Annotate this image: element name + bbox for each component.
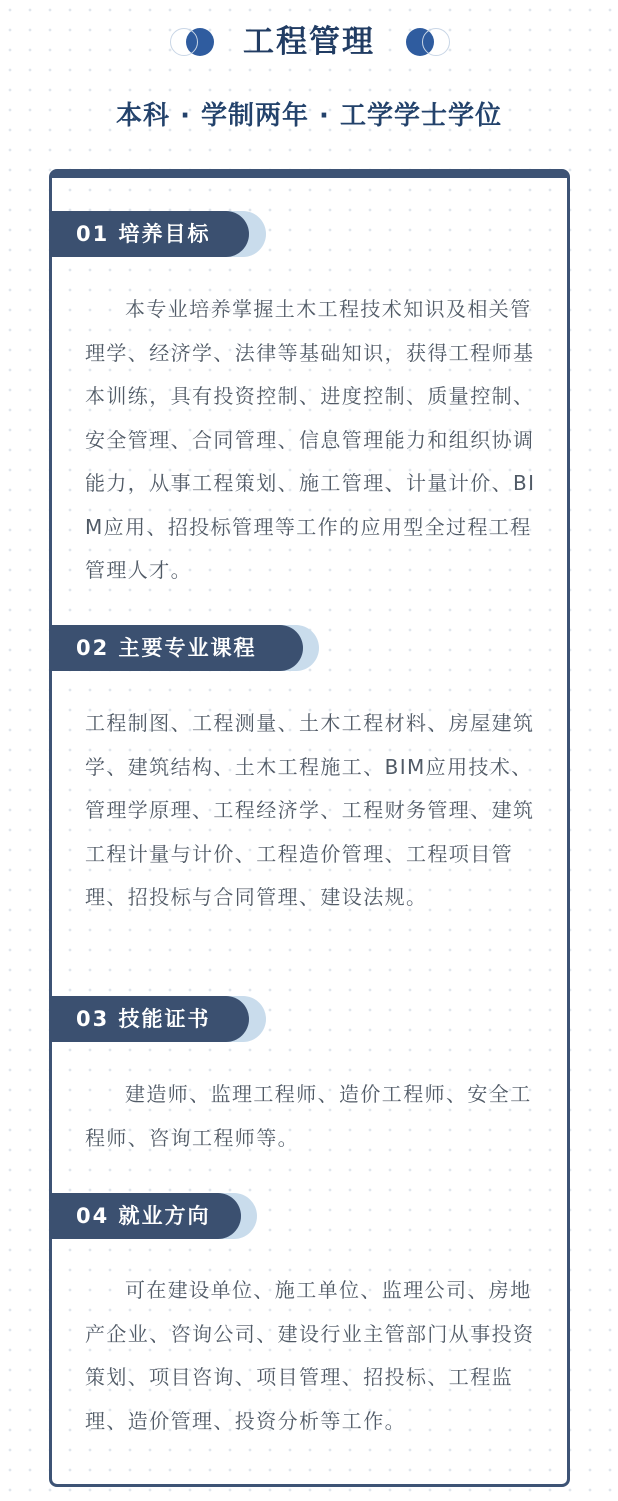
section-text-02: 工程制图、工程测量、土木工程材料、房屋建筑学、建筑结构、土木工程施工、BIM应用技术、管理学原理、工程经济学、工程财务管理、建筑工程计量与计价、工程造价管理、工程项目管理、招投标与合同管理、建设法规。 (85, 711, 535, 909)
title-row (0, 14, 618, 70)
section-text-03: 建造师、监理工程师、造价工程师、安全工程师、咨询工程师等。 (85, 1082, 532, 1150)
section-header-label: 02 主要专业课程 (50, 625, 303, 671)
page-subtitle: 本科 · 学制两年 · 工学学士学位 (116, 101, 502, 131)
section-header-label: 01 培养目标 (50, 211, 249, 257)
page-title: 工程管理 (243, 24, 375, 60)
section-header-label: 03 技能证书 (50, 996, 249, 1042)
section-text-04: 可在建设单位、施工单位、监理公司、房地产企业、咨询公司、建设行业主管部门从事投资策划、项目咨询、项目管理、招投标、工程监理、造价管理、投资分析等工作。 (85, 1278, 535, 1433)
section-text-01: 本专业培养掌握土木工程技术知识及相关管理学、经济学、法律等基础知识，获得工程师基本训练，具有投资控制、进度控制、质量控制、安全管理、合同管理、信息管理能力和组织协调能力，从事工程策划、施工管理、计量计价、BIM应用、招投标管理等工作的应用型全过程工程管理人才。 (85, 297, 536, 582)
section-header-label: 04 就业方向 (50, 1193, 241, 1239)
decor-circle-right (406, 28, 434, 56)
